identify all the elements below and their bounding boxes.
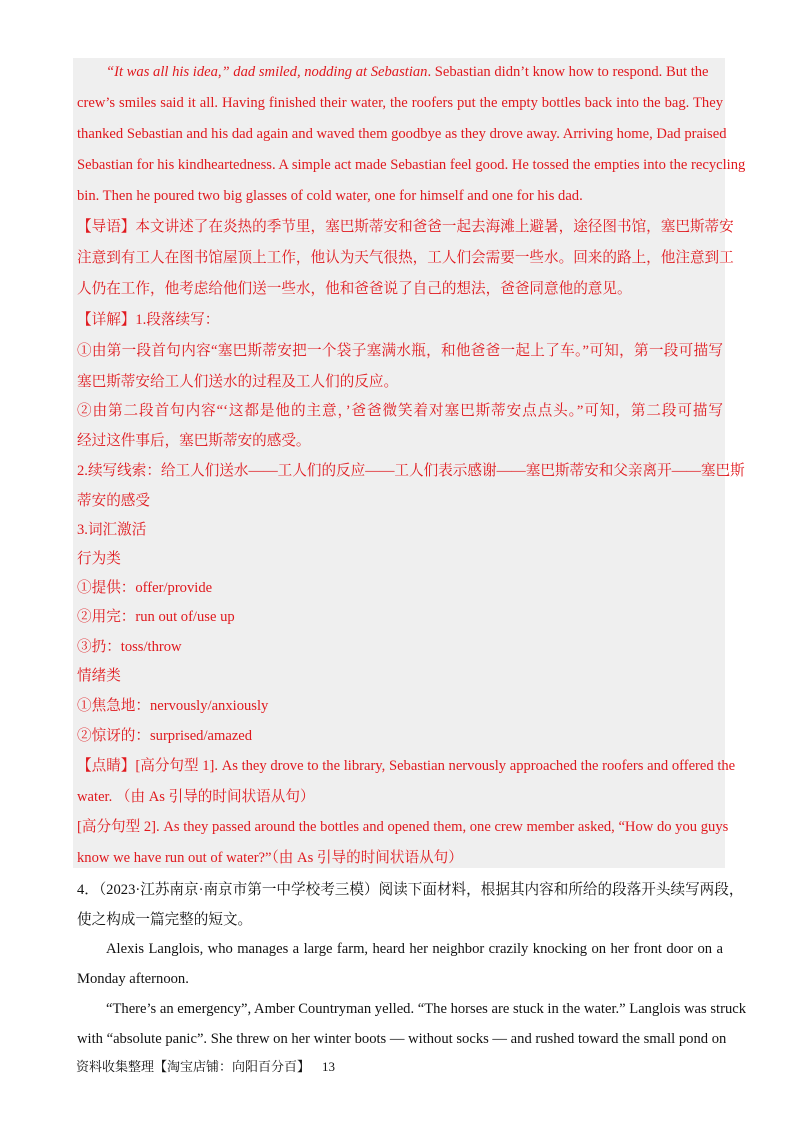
vocab-category-emotion: 情绪类: [77, 668, 121, 684]
clue-line-1: 2.续写线索：给工人们送水——工人们的反应——工人们表示感谢——塞巴斯蒂安和父亲离开——塞巴斯: [77, 463, 745, 479]
guide-line-2: 注意到有工人在图书馆屋顶上工作，他认为天气很热，工人们会需要一些水。回来的路上，他注意到工: [77, 250, 734, 266]
story-para-2-line-1: “There’s an emergency”, Amber Countryman yelled. “The horses are stuck in the water.” Langlois was struck: [106, 1001, 747, 1017]
answer-line-4: Sebastian for his kindheartedness. A simple act made Sebastian feel good. He tossed the empties into the recycling: [77, 157, 746, 173]
vocab-item: ③扔：toss/throw: [77, 639, 182, 655]
tip-line-1: 【点睛】[高分句型 1]. As they drove to the library, Sebastian nervously approached the roofers and offered the: [77, 758, 736, 774]
story-para-1-line-2: Monday afternoon.: [77, 971, 189, 987]
tip-line-3: [高分句型 2]. As they passed around the bottles and opened them, one crew member asked, “How do you guys: [77, 819, 729, 835]
detail-line-5: 经过这件事后，塞巴斯蒂安的感受。: [77, 433, 311, 449]
story-para-1-line-1: Alexis Langlois, who manages a large farm, heard her neighbor crazily knocking on her front door on a: [106, 941, 723, 957]
detail-line-2: ①由第一段首句内容“塞巴斯蒂安把一个袋子塞满水瓶，和他爸爸一起上了车。”可知，第一段可描写: [77, 343, 723, 359]
detail-line-4: ②由第二段首句内容“‘这都是他的主意，’爸爸微笑着对塞巴斯蒂安点点头。”可知，第二段可描写: [77, 403, 723, 419]
story-para-2-line-2: with “absolute panic”. She threw on her winter boots — without socks — and rushed toward the small pond on: [77, 1031, 727, 1047]
tip-line-4: know we have run out of water?”（由 As 引导的时间状语从句）: [77, 850, 463, 866]
guide-line-1: 【导语】本文讲述了在炎热的季节里，塞巴斯蒂安和爸爸一起去海滩上避暑，途径图书馆，塞巴斯蒂安: [77, 219, 734, 235]
clue-line-2: 蒂安的感受: [77, 493, 150, 509]
vocab-item: ①焦急地：nervously/anxiously: [77, 698, 269, 714]
answer-line-3: thanked Sebastian and his dad again and waved them goodbye as they drove away. Arriving home, Dad praised: [77, 126, 727, 142]
vocab-item: ②惊讶的：surprised/amazed: [77, 728, 253, 744]
answer-quote: “It was all his idea,” dad smiled, nodding at Sebastian: [106, 64, 428, 80]
question-4-line-2: 使之构成一篇完整的短文。: [77, 912, 253, 928]
vocab-title: 3.词汇激活: [77, 522, 147, 538]
guide-line-3: 人仍在工作，他考虑给他们送一些水，他和爸爸说了自己的想法，爸爸同意他的意见。: [77, 281, 632, 297]
vocab-item: ①提供：offer/provide: [77, 580, 213, 596]
answer-line-2: crew’s smiles said it all. Having finished their water, the roofers put the empty bottles back into the bag. They: [77, 95, 723, 111]
page-number: 13: [322, 1059, 336, 1074]
answer-line-1: “It was all his idea,” dad smiled, nodding at Sebastian. Sebastian didn’t know how to respond. But the: [106, 64, 709, 80]
tip-line-2: water. （由 As 引导的时间状语从句）: [77, 789, 315, 805]
question-4-line-1: 4．（2023·江苏南京·南京市第一中学校考三模）阅读下面材料，根据其内容和所给的段落开头续写两段，: [77, 882, 744, 898]
vocab-category-action: 行为类: [77, 551, 121, 567]
footer-source: 资料收集整理【淘宝店铺：向阳百分百】: [76, 1059, 311, 1074]
page-footer: [76, 1056, 335, 1075]
answer-line-5: bin. Then he poured two big glasses of cold water, one for himself and one for his dad.: [77, 188, 583, 204]
detail-line-3: 塞巴斯蒂安给工人们送水的过程及工人们的反应。: [77, 374, 399, 390]
vocab-item: ②用完：run out of/use up: [77, 609, 235, 625]
detail-heading: 【详解】1.段落续写：: [77, 312, 220, 328]
